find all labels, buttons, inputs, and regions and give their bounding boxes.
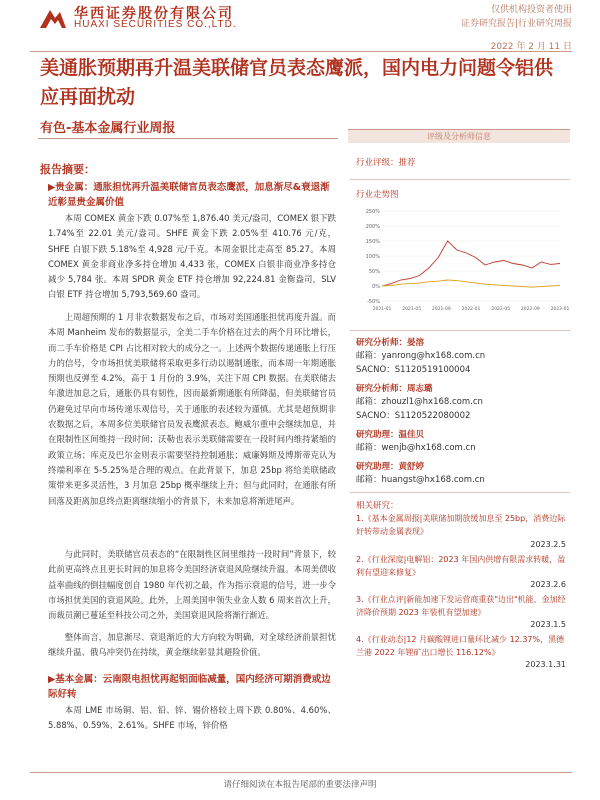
base-metals-para-1: 本周 LME 市场铜、铝、铅、锌、锡价格较上周下跌 0.80%、4.60%、5.88%、0.59%、2.61%。SHFE 市场，锌价格 xyxy=(48,705,336,731)
related-research-date: 2023.1.5 xyxy=(530,620,566,629)
analyst1-sac: SACNO：S1120519100004 xyxy=(356,365,471,375)
sidebar-divider xyxy=(350,179,570,180)
industry-rating xyxy=(356,156,416,170)
analyst2-label: 研究分析师：周志璐 xyxy=(356,384,433,394)
precious-metals-para-2: 上周超预期的 1 月非农数据发布之后，市场对美国通胀担忧再度升温。而本周 Manheim 发布的数据显示，全美二手车价格在过去的两个月环比增长，而二手车价格是 CPI 占比相对较大的成分之一。上述两个数据传递通胀上行压力的信号，令市场担忧美联储将采取更多行动以遏制通胀，而本周一年期通胀预期也反弹至 4.2%，高于 1 月份的 3.9%，关注下周 CPI 数据。在美联储去年激进加息之后，通胀仍具有韧性，因而最新期通胀有所降温，但美联储官员仍避免过早向市场传递乐观信号，关于通胀的表述较为谨慎。尤其是超预期非农数据之后，本周多位美联储官员发表鹰派表态。鲍威尔重申会继续加息，并在限制性区间维持一段时间；沃勒也表示美联储需要在一段时间内维持紧缩的政策立场；库克及巴尔金则表示需要坚持控制通胀；威廉姆斯及博斯蒂克认为终端利率在 5-5.25%是合理的观点。在此背景下，加息 25bp 将给美联储政策带来更多灵活性，3 月加息 25bp 概率继续上升；但与此同时，在通胀有所回落及距离加息终点距离继续缩小的背景下，未来加息将渐进尾声。 xyxy=(48,312,336,506)
y-tick-label: 50% xyxy=(368,269,380,275)
x-tick-label: 2021-01 xyxy=(372,307,392,312)
x-tick-label: 2021-05 xyxy=(402,307,422,312)
related-research-item[interactable]: 4.《行业动态|12 月碳酸锂进口量环比减少 12.37%，黑德兰港 2022 年锂矿出口增长 116.12%》 xyxy=(356,635,565,657)
huaxi-logo-icon xyxy=(38,6,68,30)
related-research-item[interactable]: 3.《行业点评|新能加速下发运营商重获"边出"机能，金加经济降价预期 2023 年装机有望加速》 xyxy=(356,595,566,617)
y-tick-label: -50% xyxy=(367,299,380,305)
summary-heading: 报告摘要： xyxy=(40,163,95,176)
x-tick-label: 2023-01 xyxy=(550,307,570,312)
precious-metals-para-4: 整体而言，加息渐尽、衰退渐近的大方向较为明确，对全球经济前景担忧继续升温、俄乌冲突仍在持续，黄金继续彰显其避险价值。 xyxy=(48,632,336,658)
related-research-item[interactable]: 1.《基本金属周报|美联储加期放缓加息至 25bp，消费边际好转带动金属表现》 xyxy=(356,514,566,536)
precious-metals-para-1: 本周 COMEX 黄金下跌 0.07%至 1,876.40 美元/盎司，COMEX 银下跌 1.74%至 22.01 美元/盎司。SHFE 黄金下跌 2.05%至 410.76 元/克，SHFE 白银下跌 5.18%至 4,928 元/千克。本周金银比走高至 85.27。本周 COMEX 黄金非商业净多持仓增加 4,433 张，COMEX 白银非商业净多持仓减少 5,784 张。本周 SPDR 黄金 ETF 持仓增加 92,224.81 金衡盎司，SLV 白银 ETF 持仓增加 5,793,569.60 盎司。 xyxy=(48,213,336,300)
report-title: 美通胀预期再升温美联储官员表态鹰派，国内电力问题令铝供应再面扰动 xyxy=(40,57,554,108)
assistant2-email: 邮箱：huangst@hx168.com.cn xyxy=(356,475,485,485)
x-tick-label: 2022-01 xyxy=(461,307,481,312)
related-research-item[interactable]: 2.《行业深度|电解铝：2023 年国内供增有限需求转暖，盈利有望迎来修复》 xyxy=(356,555,566,577)
analyst1-email: 邮箱：yanrong@hx168.com.cn xyxy=(356,351,486,361)
trend-chart-svg xyxy=(356,205,570,320)
legal-notice: 请仔细阅读在本报告尾部的重要法律声明 xyxy=(223,780,377,790)
report-type: 证券研究报告|行业研究周报 xyxy=(460,19,572,29)
y-tick-label: 250% xyxy=(365,209,380,215)
related-research-date: 2023.2.6 xyxy=(530,580,566,589)
sidebar-header: 评级及分析师信息 xyxy=(348,129,570,143)
analyst2-email: 邮箱：zhouzl1@hx168.com.cn xyxy=(356,397,483,407)
y-tick-label: 0% xyxy=(372,284,380,290)
assistant2-label: 研究助理：黄舒婷 xyxy=(356,462,425,472)
audience-note: 仅供机构投资者使用 xyxy=(490,5,572,15)
assistant1-email: 邮箱：wenjb@hx168.com.cn xyxy=(356,443,476,453)
assistant1-label: 研究助理：温佳贝 xyxy=(356,430,425,440)
analyst1-label: 研究分析师：晏溶 xyxy=(356,338,425,348)
header-divider xyxy=(30,51,572,52)
y-tick-label: 200% xyxy=(365,224,380,230)
related-research-title: 相关研究： xyxy=(356,501,399,511)
chart-label: 行业走势图 xyxy=(356,190,399,200)
y-tick-label: 150% xyxy=(365,239,380,245)
company-name-cn: 华西证券股份有限公司 xyxy=(74,6,234,22)
base-metals-heading: ▶基本金属：云南限电担忧再起铝面临减量，国内经济可期消费或边际好转 xyxy=(48,674,331,700)
precious-metals-heading: ▶贵金属：通胀担忧再升温美联储官员表态鹰派，加息渐尽&衰退渐近彰显贵金属价值 xyxy=(48,182,330,208)
x-tick-label: 2021-09 xyxy=(431,307,451,312)
sidebar-divider xyxy=(350,492,570,493)
report-subtitle: 有色-基本金属行业周报 xyxy=(40,121,176,136)
y-tick-label: 100% xyxy=(365,254,380,260)
x-tick-label: 2022-05 xyxy=(491,307,511,312)
industry-trend-chart xyxy=(356,205,570,320)
subtitle-divider xyxy=(38,138,338,139)
precious-metals-para-3: 与此同时，美联储官员表态的“在限制性区间里维持一段时间”背景下，较此前更高终点且更长时间的加息将令美国经济衰退风险继续升温。本周美债收益率曲线的倒挂幅度创自 1980 年代初之最，作为指示衰退的信号，进一步令市场担忧美国的衰退风险。此外，上周美国申领失业金人数 6 周来首次上升，而裁员潮已蔓延至科技公司之外，美国衰退风险将渐行渐近。 xyxy=(48,549,336,621)
related-research-date: 2023.1.31 xyxy=(525,660,566,669)
series-line-0 xyxy=(382,241,560,286)
sidebar-divider xyxy=(350,330,570,331)
rating-label: 行业评级： xyxy=(356,158,399,168)
rating-value: 推荐 xyxy=(398,158,416,168)
report-date: 2022 年 2 月 11 日 xyxy=(490,42,572,52)
footer-divider xyxy=(30,772,572,773)
x-tick-label: 2022-09 xyxy=(520,307,540,312)
company-name-en: HUAXI SECURITIES CO.,LTD. xyxy=(74,19,237,30)
analyst2-sac: SACNO：S1120522080002 xyxy=(356,411,471,421)
related-research-date: 2023.2.5 xyxy=(530,540,566,549)
